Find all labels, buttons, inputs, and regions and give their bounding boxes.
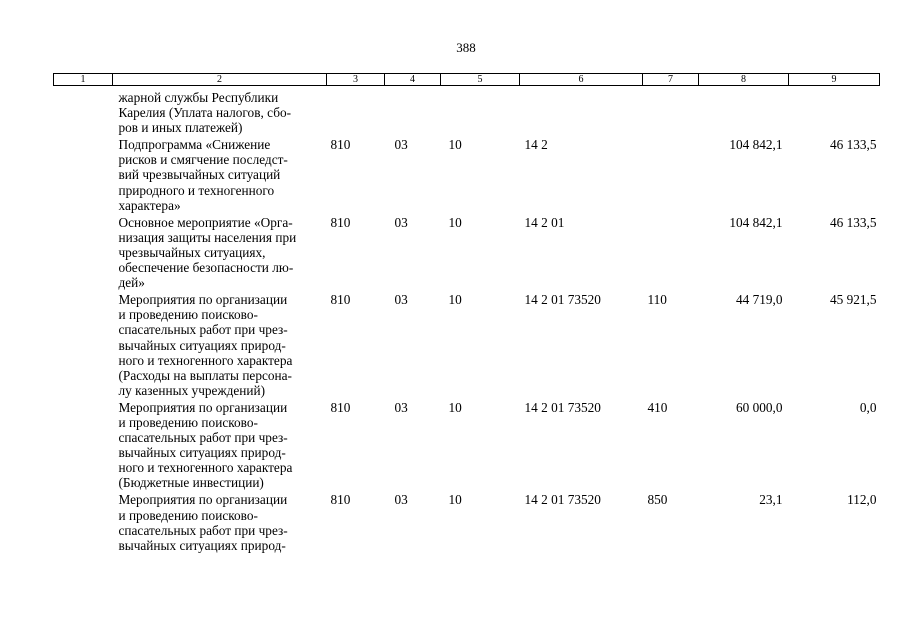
amount-8-cell: 104 842,1 (729, 214, 783, 230)
column-header-6: 6 (520, 74, 643, 86)
code-5-cell: 10 (448, 214, 462, 230)
page-number: 388 (456, 40, 476, 55)
column-header-5: 5 (441, 74, 520, 86)
code-3-cell: 810 (330, 214, 351, 230)
code-5-cell: 10 (448, 137, 462, 153)
description-cell: Подпрограмма «Снижение рисков и смягчение последст- вий чрезвычайных ситуаций природного и техногенного характера» (118, 137, 288, 213)
col-1-cell (54, 86, 113, 138)
amount-8-cell: 60 000,0 (735, 399, 783, 415)
code-4-cell: 03 (394, 492, 408, 508)
code-3-cell (327, 86, 385, 138)
col-1-cell (54, 492, 113, 554)
column-header-7: 7 (643, 74, 699, 86)
code-4-cell: 03 (394, 137, 408, 153)
code-4-cell: 03 (394, 214, 408, 230)
col-1-cell (54, 137, 113, 214)
amount-9-cell: 46 133,5 (829, 137, 877, 153)
code-4-cell: 03 (394, 292, 408, 308)
code-3-cell: 810 (330, 292, 351, 308)
table-row (54, 400, 880, 493)
amount-9-cell: 0,0 (859, 399, 877, 415)
code-4-cell (385, 86, 441, 138)
table-row (54, 215, 880, 292)
code-7-cell (643, 137, 699, 214)
code-4-cell: 03 (394, 399, 408, 415)
code-6-cell: 14 2 01 73520 (524, 399, 601, 415)
amount-8-cell (699, 86, 789, 138)
col-1-cell (54, 215, 113, 292)
column-header-8: 8 (699, 74, 789, 86)
code-6-cell (520, 86, 643, 138)
col-1-cell (54, 400, 113, 493)
amount-9-cell: 112,0 (847, 492, 877, 508)
column-header-2: 2 (113, 74, 327, 86)
table-row (54, 137, 880, 214)
budget-table (53, 73, 880, 555)
code-5-cell: 10 (448, 292, 462, 308)
description-cell: Мероприятия по организации и проведению поисково- спасательных работ при чрез- вычайных ситуациях природ- ного и техногенного характера (Бюджетные инвестиции) (118, 399, 293, 491)
description-cell: жарной службы Республики Карелия (Уплата налогов, сбо- ров и иных платежей) (118, 90, 292, 136)
code-7-cell: 850 (647, 492, 668, 508)
column-header-9: 9 (789, 74, 880, 86)
description-cell: Мероприятия по организации и проведению поисково- спасательных работ при чрез- вычайных ситуациях природ- ного и техногенного характера (Расходы на выплаты персона- лу казенных учреждений) (118, 292, 293, 398)
amount-8-cell: 104 842,1 (729, 137, 783, 153)
code-7-cell (643, 86, 699, 138)
code-6-cell: 14 2 01 (524, 214, 565, 230)
code-6-cell: 14 2 01 73520 (524, 492, 601, 508)
amount-9-cell (789, 86, 880, 138)
col-1-cell (54, 292, 113, 400)
code-7-cell (643, 215, 699, 292)
code-3-cell: 810 (330, 492, 351, 508)
table-row (54, 292, 880, 400)
amount-9-cell: 46 133,5 (829, 214, 877, 230)
column-header-1: 1 (54, 74, 113, 86)
table-row (54, 86, 880, 138)
code-5-cell (441, 86, 520, 138)
description-cell: Основное мероприятие «Орга- низация защиты населения при чрезвычайных ситуациях, обеспечение безопасности лю- дей» (118, 214, 297, 291)
code-7-cell: 110 (647, 292, 667, 308)
description-cell: Мероприятия по организации и проведению поисково- спасательных работ при чрез- вычайных ситуациях природ- (118, 492, 288, 553)
code-6-cell: 14 2 01 73520 (524, 292, 601, 308)
amount-8-cell: 44 719,0 (735, 292, 783, 308)
column-header-4: 4 (385, 74, 441, 86)
column-number-row (54, 74, 880, 86)
amount-9-cell: 45 921,5 (829, 292, 877, 308)
code-3-cell: 810 (330, 137, 351, 153)
code-5-cell: 10 (448, 492, 462, 508)
code-6-cell: 14 2 (524, 137, 548, 153)
table-row (54, 492, 880, 554)
amount-8-cell: 23,1 (759, 492, 783, 508)
code-7-cell: 410 (647, 399, 668, 415)
code-5-cell: 10 (448, 399, 462, 415)
column-header-3: 3 (327, 74, 385, 86)
code-3-cell: 810 (330, 399, 351, 415)
